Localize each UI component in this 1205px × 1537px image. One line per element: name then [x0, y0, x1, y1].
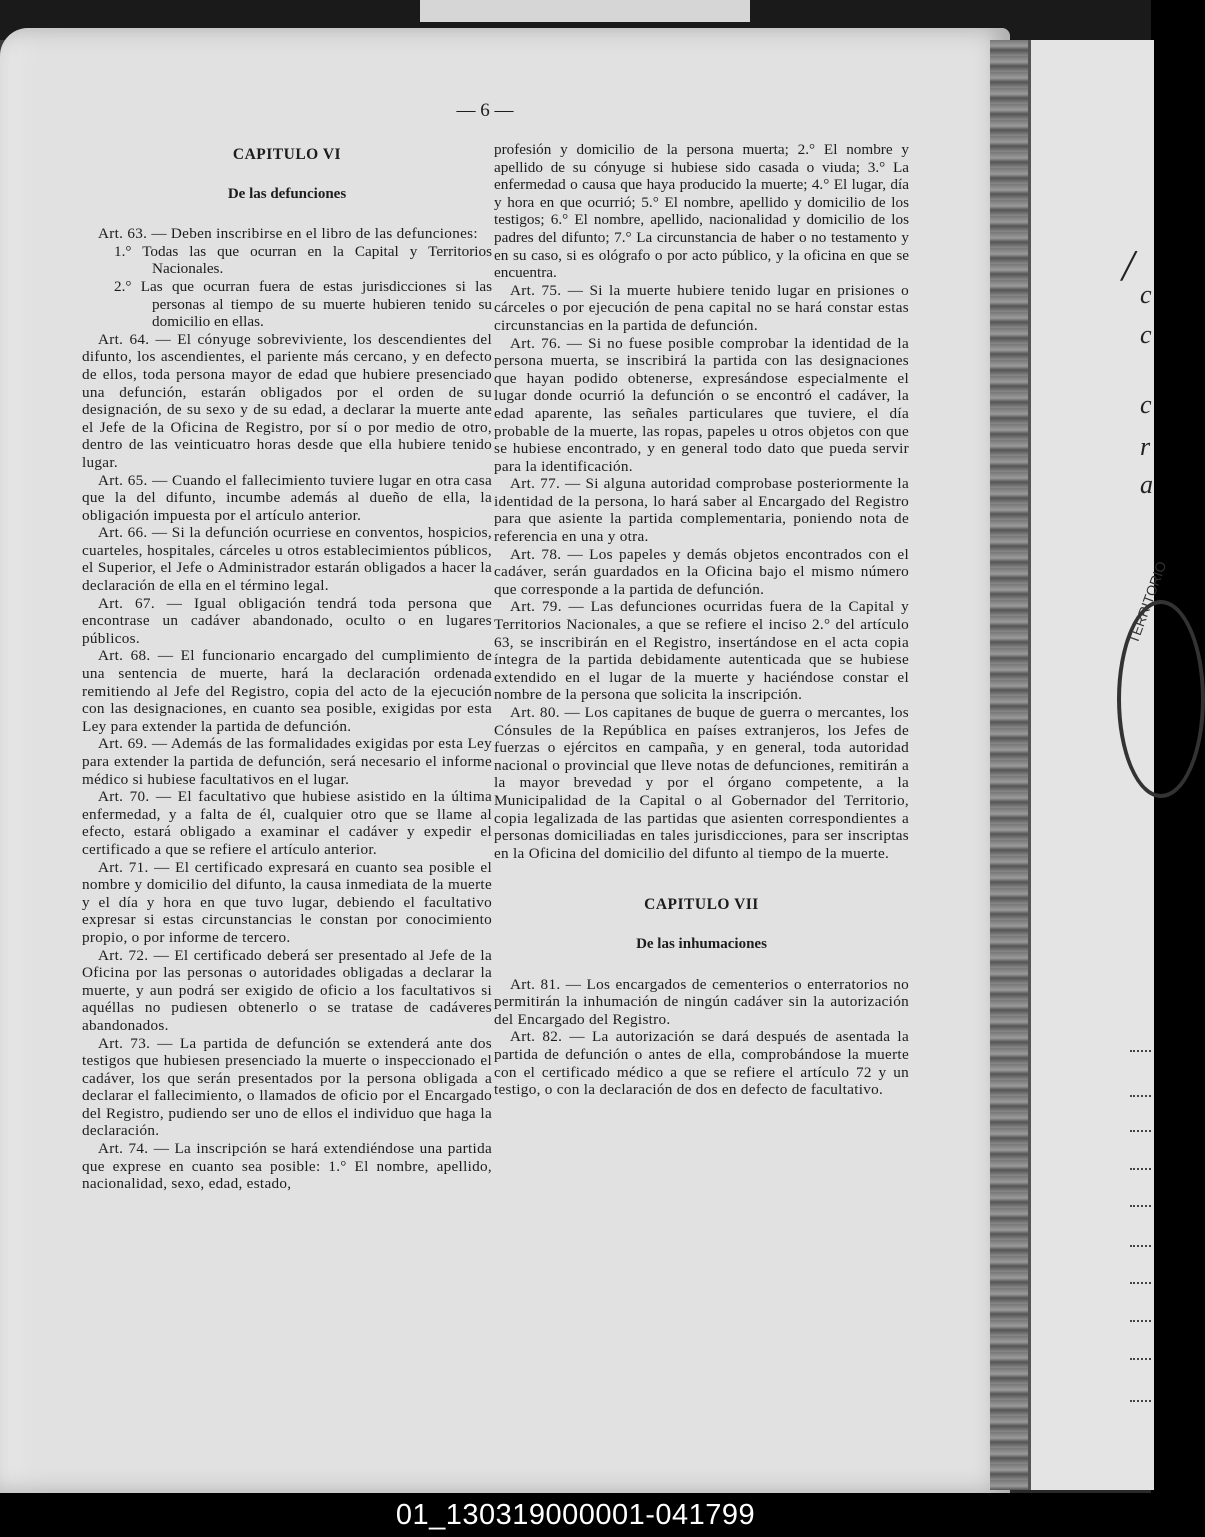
section-title: De las defunciones: [227, 185, 347, 202]
facing-page-glyph: /: [1122, 241, 1135, 290]
document-id: 01_130319000001-041799: [395, 1499, 756, 1531]
facing-page-glyph: r: [1140, 432, 1151, 461]
page-number: — 6 —: [456, 100, 514, 121]
facing-page-dotted-line: [1130, 1205, 1151, 1207]
facing-page-dotted-line: [1130, 1168, 1151, 1170]
facing-page-glyph: c: [1140, 320, 1152, 349]
article-73: Art. 73. — La partida de defunción se extenderá ante dos testigos que hubiesen presenciado la muerte o inspeccionado el cadáver, los que serán presentados por la persona obligada a declarar el fallecimiento, o llamados de oficio por el Encargado del Registro, pudiendo ser uno de ellos el individuo que haga la declaración.: [82, 1034, 492, 1140]
right-column: [494, 141, 909, 1099]
article-63-item-1: 1.° Todas las que ocurran en la Capital y Territorios Nacionales.: [114, 242, 492, 278]
article-77: Art. 77. — Si alguna autoridad comprobase posteriormente la identidad de la persona, lo hará saber al Encargado del Registro para que asiente la partida complementaria, poniendo nota de referencia en una y otra.: [494, 475, 909, 546]
book-binding: [990, 40, 1030, 1490]
article-69: Art. 69. — Además de las formalidades exigidas por esta Ley para extender la partida de defunción, será necesario el informe médico si hubiese facultativos en el lugar.: [82, 735, 492, 788]
chapter-title: CAPITULO VI: [232, 146, 342, 163]
article-71: Art. 71. — El certificado expresará en cuanto sea posible el nombre y domicilio del difunto, la causa inmediata de la muerte y el día y hora en que tuvo lugar, debiendo el facultativo expresar si estas circunstancias le constan por conocimiento propio, o por informe de tercero.: [82, 858, 492, 946]
article-74: Art. 74. — La inscripción se hará extendiéndose una partida que exprese en cuanto sea posible: 1.° El nombre, apellido, nacionalidad, sexo, edad, estado,: [82, 1140, 492, 1193]
top-paper-edge: [420, 0, 750, 22]
chapter-title: CAPITULO VII: [644, 896, 759, 914]
facing-page-dotted-line: [1130, 1320, 1151, 1322]
article-63: Art. 63. — Deben inscribirse en el libro de las defunciones:: [98, 225, 478, 243]
facing-page-dotted-line: [1130, 1050, 1151, 1052]
facing-page-glyph: c: [1140, 280, 1152, 309]
article-78: Art. 78. — Los papeles y demás objetos encontrados con el cadáver, serán guardados en la Oficina bajo el mismo número que corresponde a la partida de defunción.: [494, 545, 909, 598]
article-68: Art. 68. — El funcionario encargado del cumplimiento de una sentencia de muerte, hará la declaración ordenada remitiendo al Jefe del Registro, copia del acto de la ejecución con las designaciones, en cuanto sea posible, exigidas por esta Ley para extender la partida de defunción.: [82, 647, 492, 735]
facing-page-dotted-line: [1130, 1130, 1151, 1132]
article-81: Art. 81. — Los encargados de cementerios o enterratorios no permitirán la inhumación de ningún cadáver sin la autorización del Encargado del Registro.: [494, 975, 909, 1028]
article-64: Art. 64. — El cónyuge sobreviviente, los descendientes del difunto, los ascendientes, el pariente más cercano, y en defecto de ellos, toda persona mayor de edad que hubiere presenciado una defunción, estarán obligados por el orden de su designación, de su sexo y de su edad, a declarar la muerte ante el Jefe de la Oficina de Registro, por sí o por medio de otro, dentro de las veinticuatro horas desde que ella hubiere tenido lugar.: [82, 330, 492, 471]
facing-page-dotted-line: [1130, 1400, 1151, 1402]
facing-page-dotted-line: [1130, 1282, 1151, 1284]
article-65: Art. 65. — Cuando el fallecimiento tuviere lugar en otra casa que la del difunto, incumbe además al dueño de ella, la obligación impuesta por el artículo anterior.: [82, 471, 492, 524]
article-82: Art. 82. — La autorización se dará después de asentada la partida de defunción o antes de ella, comprobándose la muerte con el certificado médico a que se refiere el artículo 72 y un testigo, o con la declaración de dos en defecto de facultativo.: [494, 1028, 909, 1099]
article-79: Art. 79. — Las defunciones ocurridas fuera de la Capital y Territorios Nacionales, a que se refiere el inciso 2.° del artículo 63, se inscribirán en el Registro, insertándose en el acta copia íntegra de la partida debidamente autenticada que se hubiese extendido en el lugar de la muerte y haciéndose constar el nombre de la persona que solicita la inscripción.: [494, 598, 909, 704]
facing-page-dotted-line: [1130, 1245, 1151, 1247]
article-75: Art. 75. — Si la muerte hubiere tenido lugar en prisiones o cárceles o por ejecución de pena capital no se hará constar estas circunstancias en la partida de defunción.: [494, 281, 909, 334]
facing-page-dotted-line: [1130, 1095, 1151, 1097]
article-67: Art. 67. — Igual obligación tendrá toda persona que encontrase un cadáver abandonado, oculto o en lugares públicos.: [82, 594, 492, 647]
article-72: Art. 72. — El certificado deberá ser presentado al Jefe de la Oficina por las personas o autoridades obligadas a declarar la muerte, y aun podrá ser exigido de oficio a los facultativos si aquéllas no pudiesen obtenerlo o se tratase de cadáveres abandonados.: [82, 946, 492, 1034]
article-66: Art. 66. — Si la defunción ocurriese en conventos, hospicios, cuarteles, hospitales, cárceles u otros establecimientos públicos, el Superior, el Jefe o Administrador estarán obligados a hacer la declaración de ella en el término legal.: [82, 524, 492, 595]
facing-page-dotted-line: [1130, 1358, 1151, 1360]
stamp-text: TERRITORIO: [1125, 559, 1170, 646]
facing-page-glyph: c: [1140, 390, 1152, 419]
article-63-item-2: 2.° Las que ocurran fuera de estas jurisdicciones si las personas al tiempo de su muerte hubieren tenido su domicilio en ellas.: [114, 277, 492, 331]
article-74-continued: profesión y domicilio de la persona muerta; 2.° El nombre y apellido de su cónyuge si hubiese sido casada o viuda; 3.° La enfermedad o causa que haya producido la muerte; 4.° El lugar, día y hora en que ocurrió; 5.° El nombre, apellido y domicilio de los testigos; 6.° El nombre, apellido, nacionalidad y domicilio de los padres del difunto; 7.° La circunstancia de haber o no testamento y en su caso, si es ológrafo o por acto público, y la oficina en que se encuentra.: [494, 141, 909, 282]
section-title: De las inhumaciones: [636, 935, 767, 952]
left-column: [82, 146, 492, 1193]
article-80: Art. 80. — Los capitanes de buque de guerra o mercantes, los Cónsules de la República en países extranjeros, los Jefes de fuerzas o ejércitos en campaña, y en general, toda autoridad nacional o provincial que lleve notas de defunciones, remitirán a la mayor brevedad y por el órgano competente, a la Municipalidad de la Capital o al Gobernador del Territorio, copia legalizada de las partidas que asienten correspondientes a personas domiciliadas en tales jurisdicciones, para ser inscriptas en la Oficina del domicilio del difunto al tiempo de la muerte.: [494, 704, 909, 862]
article-70: Art. 70. — El facultativo que hubiese asistido en la última enfermedad, y a falta de él, cualquier otro que se llame al efecto, estará obligado a examinar el cadáver y expedir el certificado a que se refiere el artículo anterior.: [82, 788, 492, 858]
article-76: Art. 76. — Si no fuese posible comprobar la identidad de la persona muerta, se inscribirá la partida con las designaciones que hayan podido obtenerse, expresándose especialmente el lugar donde ocurrió la defunción o se encontró el cadáver, la edad aparente, las señales particulares que tuviere, el día probable de la muerte, las ropas, papeles u otros objetos con que se hubiese encontrado, y en general todo dato que pueda servir para la identificación.: [494, 334, 909, 475]
facing-page-glyph: a: [1140, 470, 1153, 499]
